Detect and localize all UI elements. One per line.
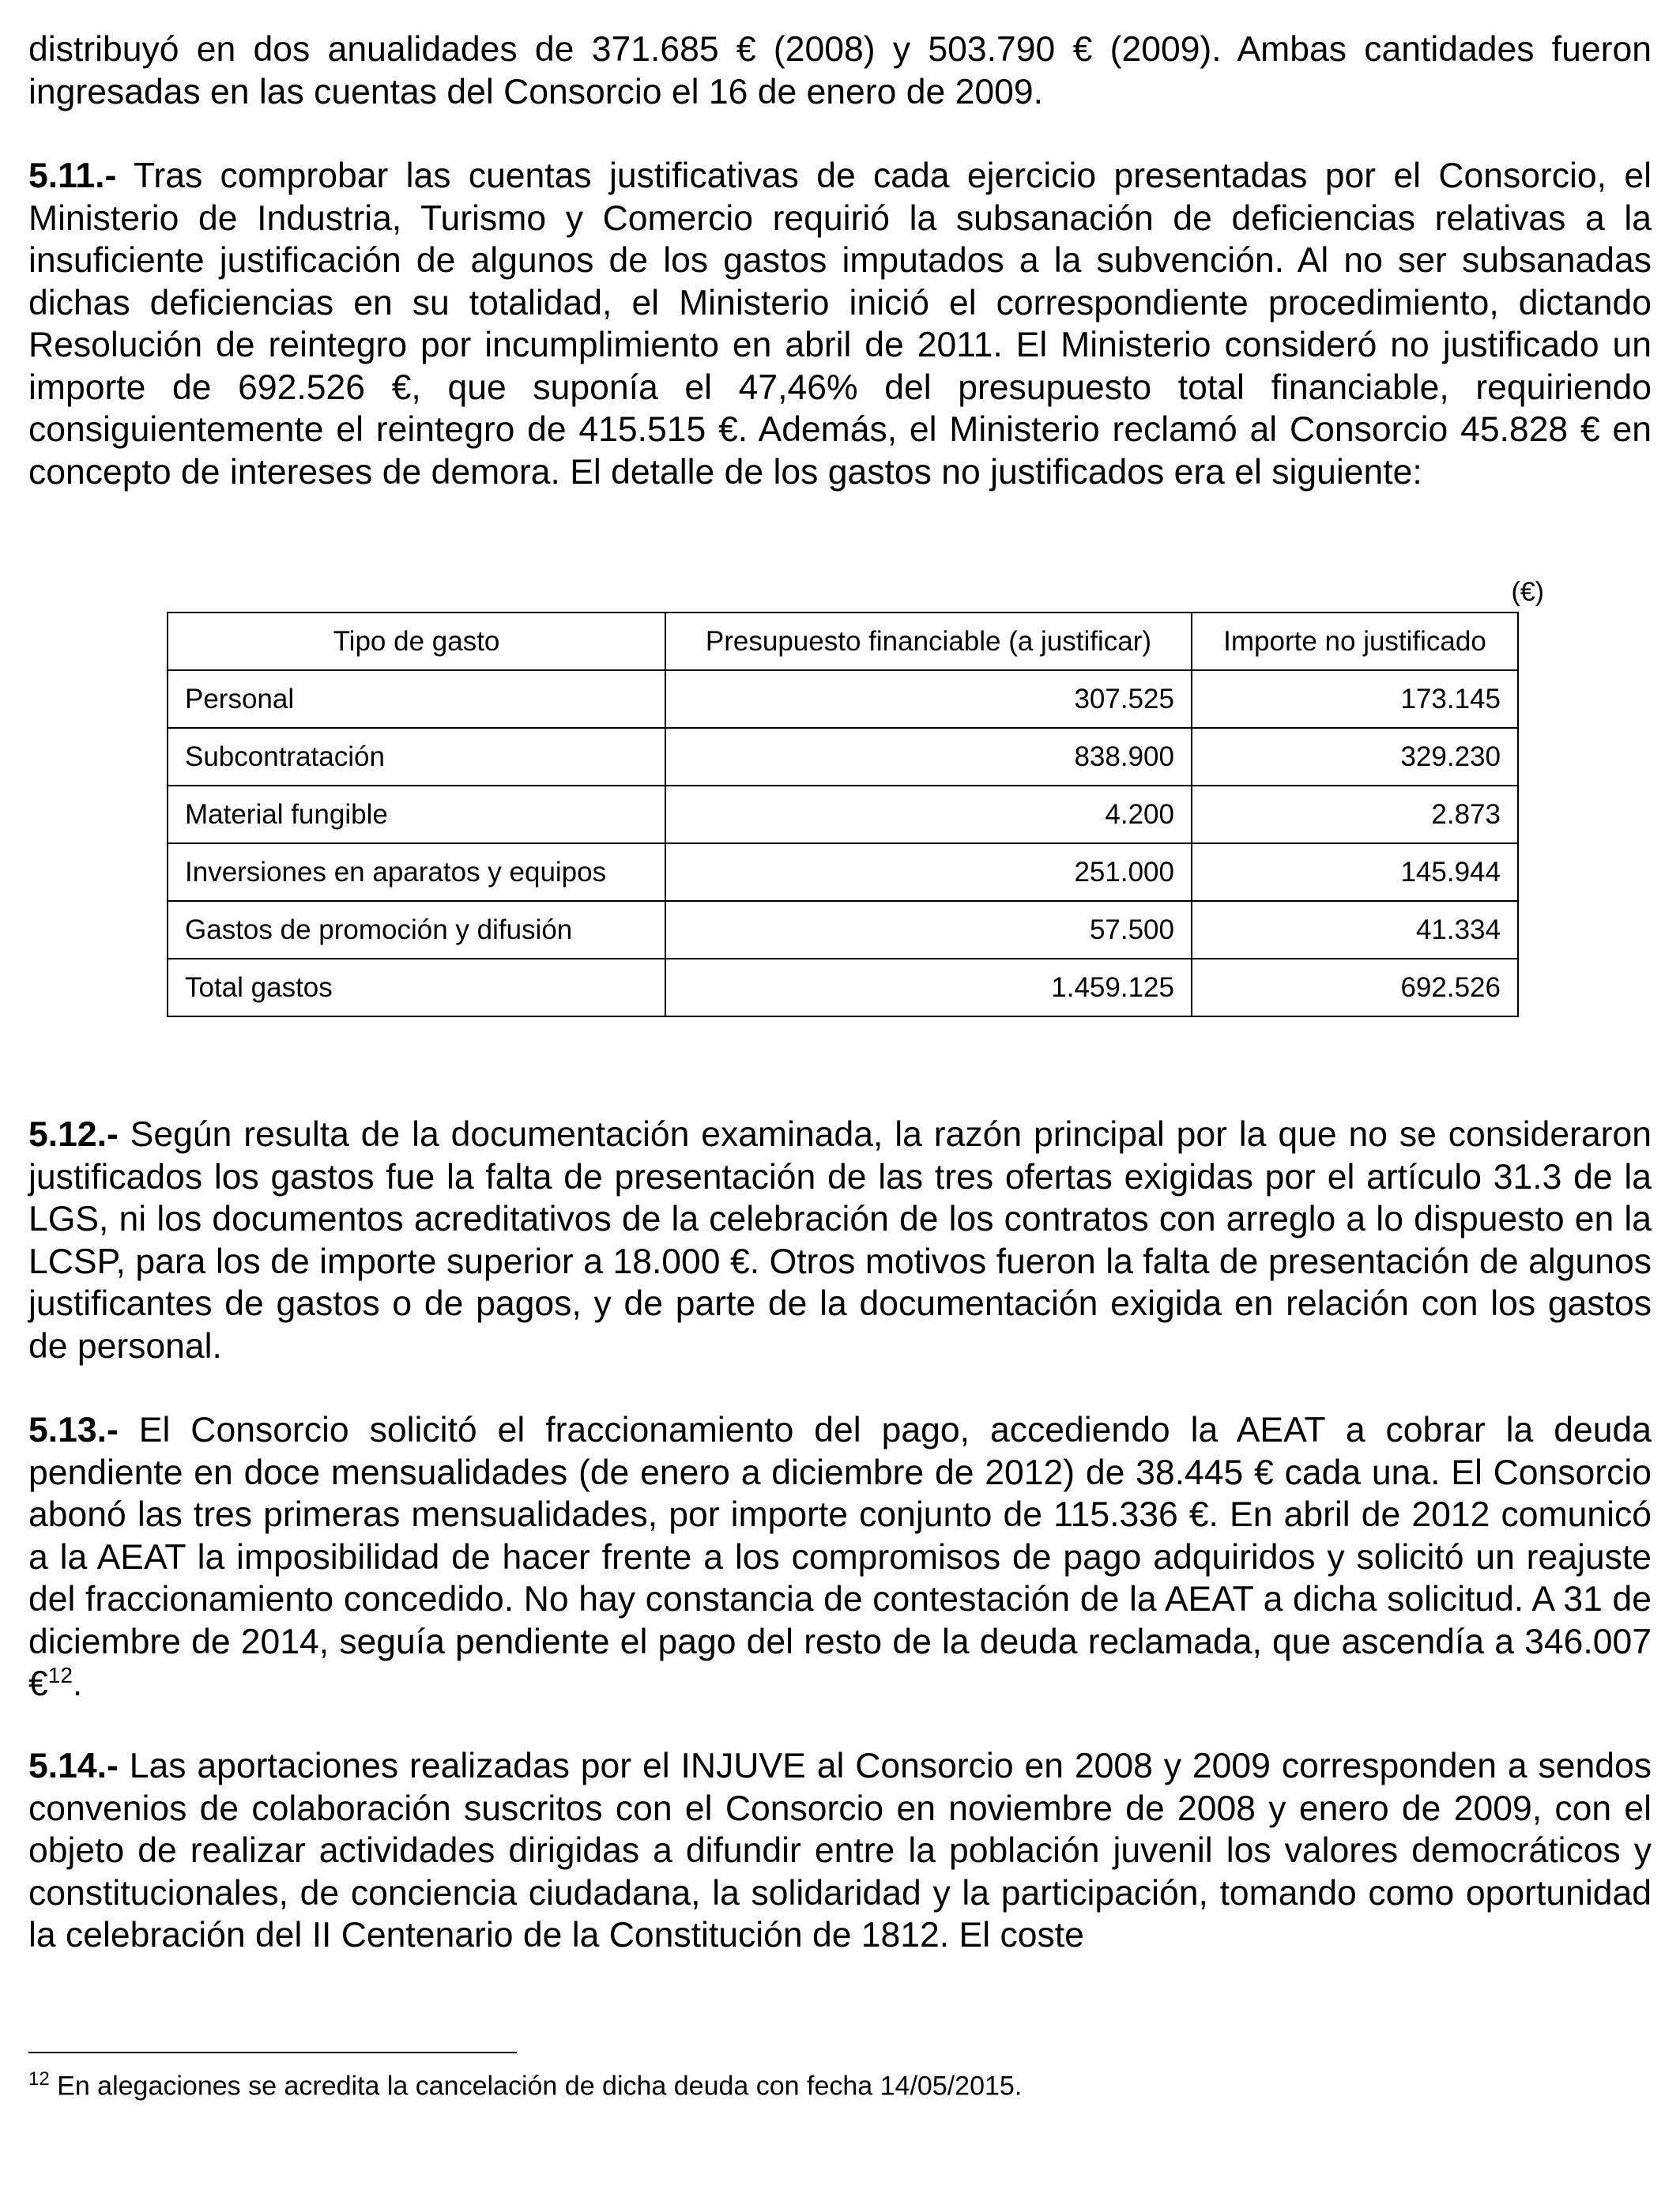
paragraph-5-12 <box>28 1114 1652 1367</box>
cell-presupuesto: 838.900 <box>665 728 1192 786</box>
footnote <box>28 2060 1022 2105</box>
paragraph-text: El Consorcio solicitó el fraccionamiento del pago, accediendo la AEAT a cobrar la deuda pendiente en doce mensualidades (de enero a diciembre de 2012) de 38.445 € cada una. El Consorcio abonó las tres primeras mensualidades, por importe conjunto de 115.336 €. En abril de 2012 comunicó a la AEAT la imposibilidad de hacer frente a los compromisos de pago adquiridos y solicitó un reajuste del fraccionamiento concedido. No hay constancia de contestación de la AEAT a dicha solicitud. A 31 de diciembre de 2014, seguía pendiente el pago del resto de la deuda reclamada, que ascendía a 346.007 € <box>28 1411 1652 1703</box>
header-importe-no-justificado: Importe no justificado <box>1192 613 1518 670</box>
cell-presupuesto: 57.500 <box>665 901 1192 959</box>
footnote-text: En alegaciones se acredita la cancelación de dicha deuda con fecha 14/05/2015. <box>49 2071 1023 2102</box>
cell-tipo: Material fungible <box>168 786 665 843</box>
cell-presupuesto: 307.525 <box>665 670 1192 728</box>
footnote-number: 12 <box>28 2068 50 2090</box>
header-presupuesto: Presupuesto financiable (a justificar) <box>665 613 1192 670</box>
paragraph-text: Según resulta de la documentación examinada, la razón principal por la que no se consideraron justificados los gastos fue la falta de presentación de las tres ofertas exigidas por el artículo 31.3 de la LGS, ni los documentos acreditativos de la celebración de los contratos con arreglo a lo dispuesto en la LCSP, para los de importe superior a 18.000 €. Otros motivos fueron la falta de presentación de algunos justificantes de gastos o de pagos, y de parte de la documentación exigida en relación con los gastos de personal. <box>28 1115 1652 1366</box>
paragraph-intro: distribuyó en dos anualidades de 371.685 € (2008) y 503.790 € (2009). Ambas cantidades fueron ingresadas en las cuentas del Consorcio el 16 de enero de 2009. <box>28 30 1652 111</box>
cell-presupuesto: 1.459.125 <box>665 959 1192 1016</box>
cell-importe: 692.526 <box>1192 959 1518 1016</box>
table-row <box>168 728 1518 786</box>
paragraph-5-13 <box>28 1409 1652 1706</box>
cell-importe: 41.334 <box>1192 901 1518 959</box>
table-row <box>168 901 1518 959</box>
cell-tipo: Gastos de promoción y difusión <box>168 901 665 959</box>
document-page <box>28 28 1652 2102</box>
cell-presupuesto: 4.200 <box>665 786 1192 843</box>
cell-tipo: Subcontratación <box>168 728 665 786</box>
table-total-row <box>168 959 1518 1016</box>
cell-importe: 329.230 <box>1192 728 1518 786</box>
table-row <box>168 670 1518 728</box>
paragraph-5-14 <box>28 1745 1652 1957</box>
table-unit-label: (€) <box>1511 577 1544 607</box>
paragraph-end: . <box>72 1664 83 1703</box>
expenses-table <box>167 612 1519 1017</box>
paragraph-number: 5.14.- <box>28 1747 119 1785</box>
paragraph-number: 5.13.- <box>28 1411 119 1449</box>
paragraph-5-11 <box>28 155 1652 493</box>
header-tipo-gasto: Tipo de gasto <box>168 613 665 670</box>
cell-presupuesto: 251.000 <box>665 843 1192 901</box>
table-row <box>168 843 1518 901</box>
cell-importe: 2.873 <box>1192 786 1518 843</box>
table-header-row <box>168 613 1518 670</box>
cell-importe: 145.944 <box>1192 843 1518 901</box>
footnote-reference[interactable]: 12 <box>47 1663 73 1688</box>
paragraph-text: Tras comprobar las cuentas justificativas de cada ejercicio presentadas por el Consorcio, el Ministerio de Industria, Turismo y Comercio requirió la subsanación de deficiencias relativas a la insuficiente justificación de algunos de los gastos imputados a la subvención. Al no ser subsanadas dichas deficiencias en su totalidad, el Ministerio inició el correspondiente procedimiento, dictando Resolución de reintegro por incumplimiento en abril de 2011. El Ministerio consideró no justificado un importe de 692.526 €, que suponía el 47,46% del presupuesto total financiable, requiriendo consiguientemente el reintegro de 415.515 €. Además, el Ministerio reclamó al Consorcio 45.828 € en concepto de intereses de demora. El detalle de los gastos no justificados era el siguiente: <box>28 156 1652 492</box>
cell-importe: 173.145 <box>1192 670 1518 728</box>
cell-tipo: Total gastos <box>168 959 665 1016</box>
paragraph-text: Las aportaciones realizadas por el INJUVE al Consorcio en 2008 y 2009 corresponden a sendos convenios de colaboración suscritos con el Consorcio en noviembre de 2008 y enero de 2009, con el objeto de realizar actividades dirigidas a difundir entre la población juvenil los valores democráticos y constitucionales, de conciencia ciudadana, la solidaridad y la participación, tomando como oportunidad la celebración del II Centenario de la Constitución de 1812. El coste <box>28 1747 1652 1955</box>
cell-tipo: Personal <box>168 670 665 728</box>
table-row <box>168 786 1518 843</box>
paragraph-number: 5.11.- <box>28 156 117 195</box>
paragraph-number: 5.12.- <box>28 1115 119 1154</box>
footnote-separator <box>28 2052 517 2053</box>
cell-tipo: Inversiones en aparatos y equipos <box>168 843 665 901</box>
